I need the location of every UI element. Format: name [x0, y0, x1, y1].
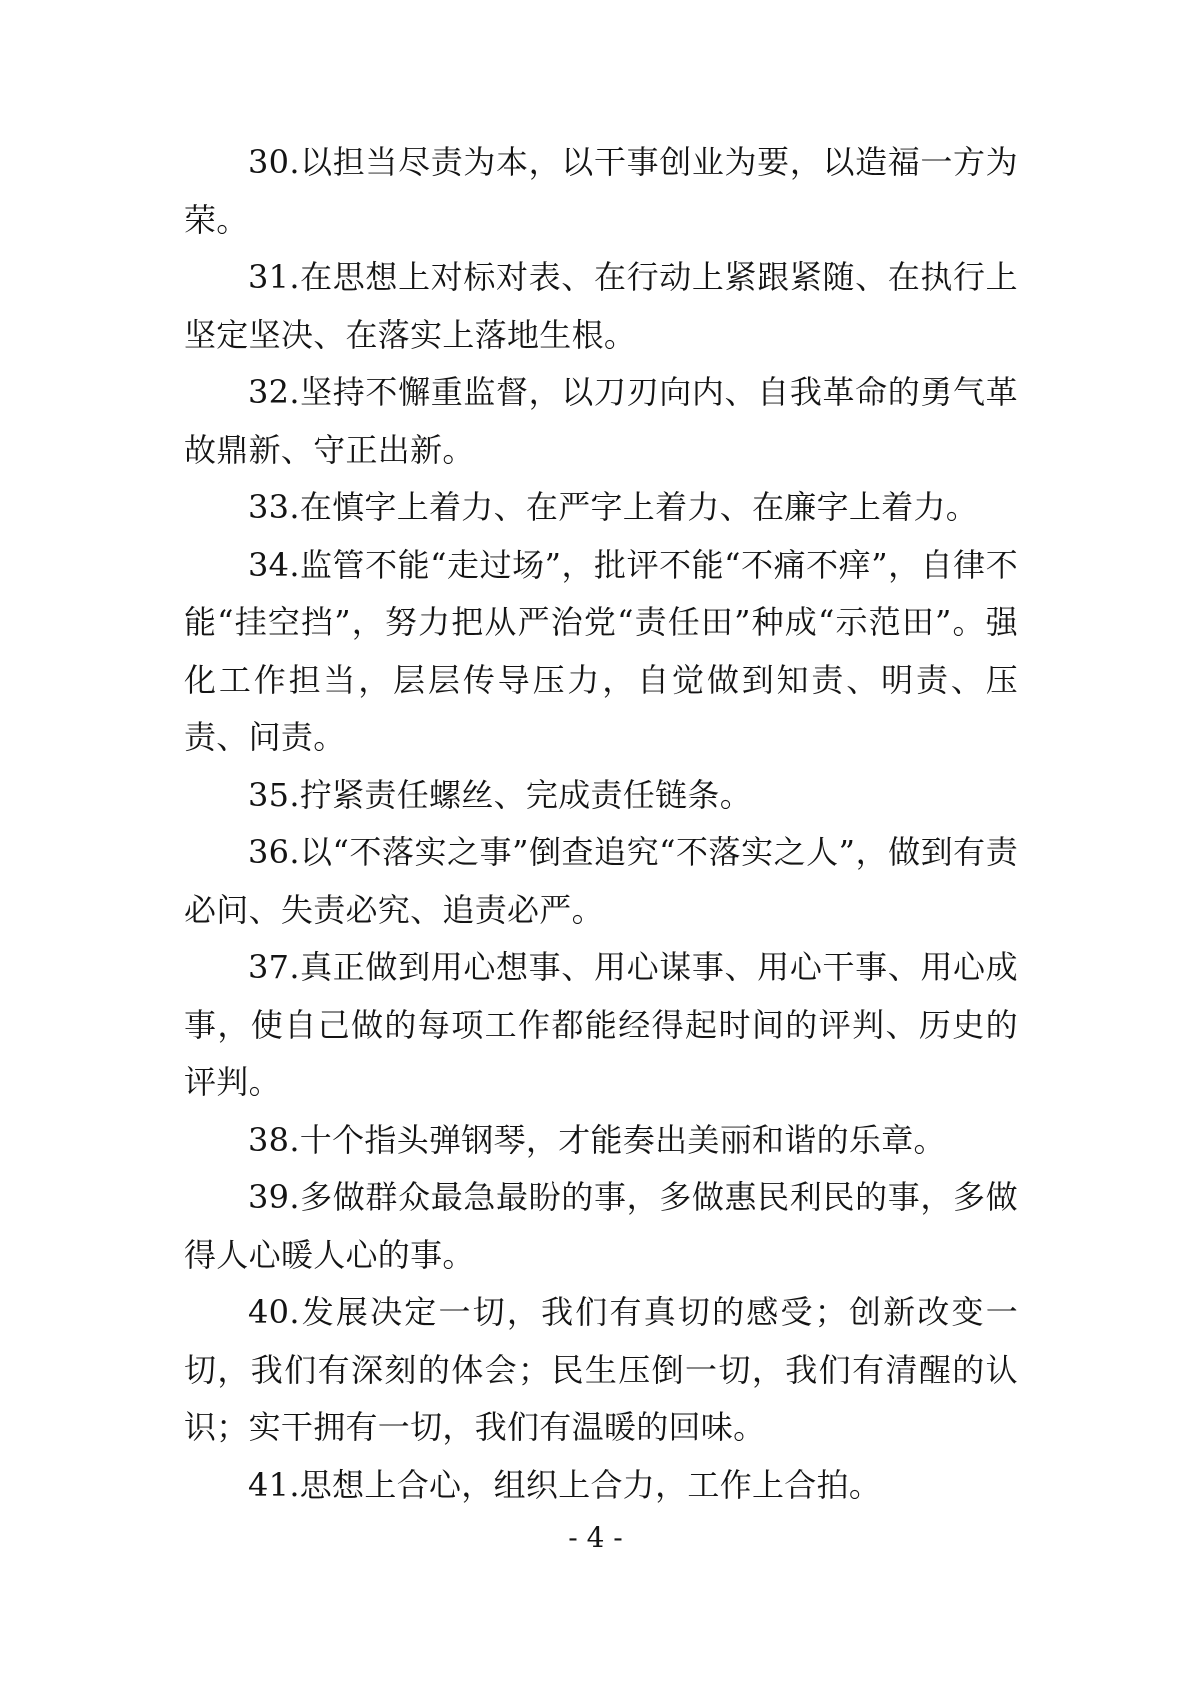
paragraph-37: 37.真正做到用心想事、用心谋事、用心干事、用心成事，使自己做的每项工作都能经得起时间的评判、历史的评判。: [184, 948, 1018, 1101]
paragraph-35: 35.拧紧责任螺丝、完成责任链条。: [248, 775, 752, 814]
page-number: - 4 -: [568, 1521, 623, 1554]
paragraph-38: 38.十个指头弹钢琴，才能奏出美丽和谐的乐章。: [248, 1120, 946, 1159]
document-body: [184, 134, 1018, 1514]
paragraph-39: 39.多做群众最急最盼的事，多做惠民利民的事，多做得人心暖人心的事。: [184, 1178, 1018, 1274]
paragraph-33: 33.在慎字上着力、在严字上着力、在廉字上着力。: [248, 488, 979, 526]
paragraph-40: 40.发展决定一切，我们有真切的感受；创新改变一切，我们有深刻的体会；民生压倒一切，我们有清醒的认识；实干拥有一切，我们有温暖的回味。: [184, 1293, 1018, 1446]
paragraph-34: 34.监管不能“走过场”，批评不能“不痛不痒”，自律不能“挂空挡”，努力把从严治党“责任田”种成“示范田”。强化工作担当，层层传导压力，自觉做到知责、明责、压责、问责。: [184, 545, 1018, 756]
paragraph-32: 32.坚持不懈重监督，以刀刃向内、自我革命的勇气革故鼎新、守正出新。: [184, 373, 1018, 469]
paragraph-36: 36.以“不落实之事”倒查追究“不落实之人”，做到有责必问、失责必究、追责必严。: [184, 833, 1018, 929]
paragraph-31: 31.在思想上对标对表、在行动上紧跟紧随、在执行上坚定坚决、在落实上落地生根。: [184, 258, 1018, 354]
paragraph-30: 30.以担当尽责为本，以干事创业为要，以造福一方为荣。: [184, 143, 1018, 239]
paragraph-41: 41.思想上合心，组织上合力，工作上合拍。: [248, 1465, 882, 1504]
